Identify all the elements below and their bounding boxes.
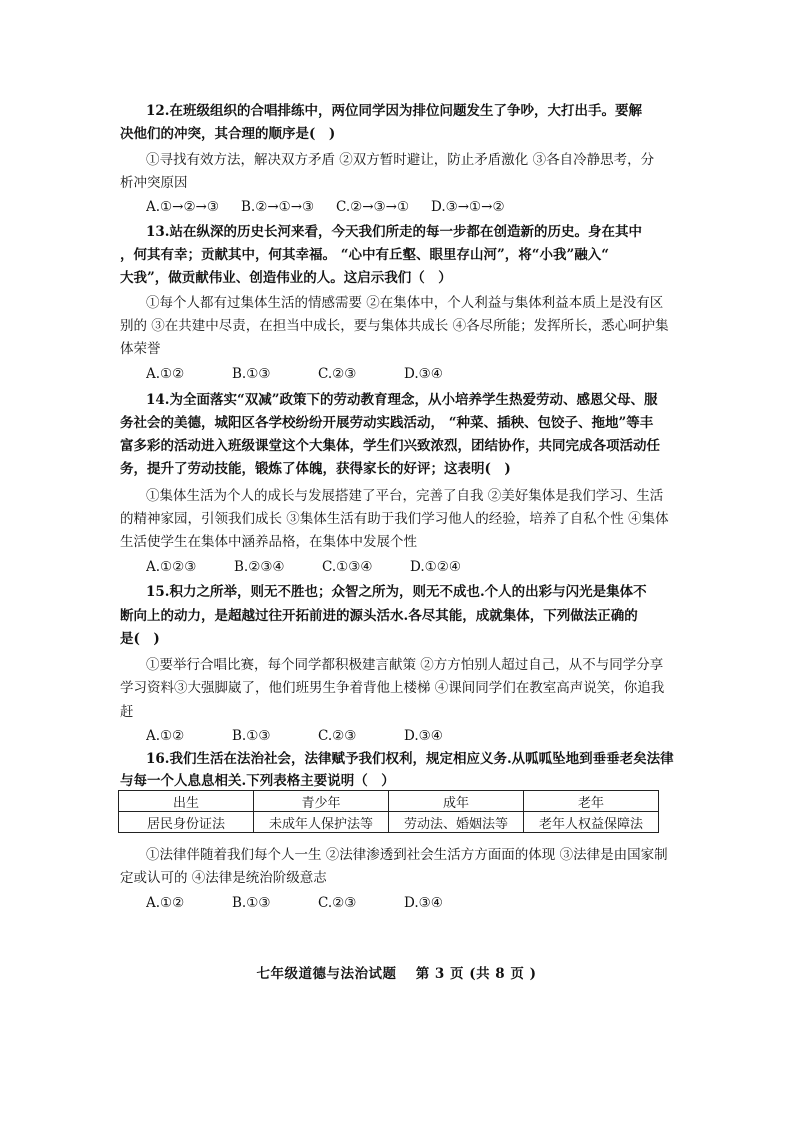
table-cell: 未成年人保护法等 [254,812,389,833]
q14-items-line-2: 的精神家园，引领我们成长 ③集体生活有助于我们学习他人的经验，培养了自私个性 ④集体 [120,511,669,527]
q16-stem-line-2: 与每一个人息息相关.下列表格主要说明（ ） [120,773,395,789]
q14-option-c: C.①③④ [322,559,373,575]
q16-items-line-1: ①法律伴随着我们每个人一生 ②法律渗透到社会生活方方面面的体现 ③法律是由国家制 [146,847,668,863]
q13-option-c: C.②③ [318,366,357,382]
q12-stem-line-1: 12.在班级组织的合唱排练中，两位同学因为排位问题发生了争吵，大打出手。要解 [146,103,642,119]
table-cell: 老年人权益保障法 [524,812,659,833]
q16-option-d: D.③④ [404,895,443,911]
q12-option-d: D.③→①→② [431,199,505,215]
q16-option-b: B.①③ [232,895,271,911]
q14-option-d: D.①②④ [410,559,461,575]
q14-stem-line-2: 务社会的美德，城阳区各学校纷纷开展劳动实践活动， “种菜、插秧、包饺子、拖地”等丰 [120,415,654,431]
q15-option-b: B.①③ [232,728,271,744]
q14-stem-line-1: 14.为全面落实“双减”政策下的劳动教育理念，从小培养学生热爱劳动、感恩父母、服 [146,392,658,408]
table-cell: 劳动法、婚姻法等 [389,812,524,833]
q14-options [146,557,680,577]
q12-option-c: C.②→③→① [336,199,410,215]
law-table [118,790,659,833]
q14-option-a: A.①②③ [146,559,197,575]
q12-option-a: A.①→②→③ [146,199,219,215]
q13-stem-line-3: 大我”，做贡献伟业、创造伟业的人。这启示我们（ ） [120,270,452,286]
q14-items-line-3: 生活使学生在集体中涵养品格，在集体中发展个性 [120,534,417,550]
q15-items-line-2: 学习资料③大强脚崴了，他们班男生争着背他上楼梯 ④课间同学们在教室高声说笑，你追我 [120,680,665,696]
q13-option-a: A.①② [146,366,185,382]
page-footer: 七年级道德与法治试题 第 3 页 (共 8 页 ) [256,966,537,982]
table-header-cell: 出生 [119,791,254,812]
q13-items-line-1: ①每个人都有过集体生活的情感需要 ②在集体中，个人利益与集体利益本质上是没有区 [146,295,664,311]
q15-option-a: A.①② [146,728,185,744]
q15-stem-line-1: 15.积力之所举，则无不胜也；众智之所为，则无不成也.个人的出彩与闪光是集体不 [146,584,647,600]
table-header-cell: 老年 [524,791,659,812]
law-table-row [119,812,659,833]
q14-option-b: B.②③④ [234,559,285,575]
q13-options [146,364,680,384]
q12-options [146,197,680,217]
q14-stem-line-4: 务，提升了劳动技能，锻炼了体魄，获得家长的好评；这表明( ) [120,461,511,477]
table-cell: 居民身份证法 [119,812,254,833]
q15-stem-line-2: 断向上的动力，是超越过往开拓前进的源头活水.各尽其能，成就集体，下列做法正确的 [120,608,638,624]
q13-items-line-3: 体荣誉 [120,341,161,357]
q13-option-d: D.③④ [404,366,443,382]
table-header-cell: 青少年 [254,791,389,812]
q16-stem-line-1: 16.我们生活在法治社会，法律赋予我们权利，规定相应义务.从呱呱坠地到垂垂老矣法律 [146,751,674,767]
q12-items-line-1: ①寻找有效方法，解决双方矛盾 ②双方暂时避让，防止矛盾激化 ③各自冷静思考，分 [146,152,655,168]
q16-option-c: C.②③ [318,895,357,911]
q13-stem-line-2: ，何其有幸；贡献其中，何其幸福。 “心中有丘壑、眼里存山河”，将“小我”融入“ [120,247,610,263]
q14-stem-line-3: 富多彩的活动进入班级课堂这个大集体，学生们兴致浓烈，团结协作，共同完成各项活动任 [120,438,660,454]
q12-option-b: B.②→①→③ [241,199,315,215]
q15-items-line-1: ①要举行合唱比赛，每个同学都积极建言献策 ②方方怕别人超过自己，从不与同学分享 [146,657,664,673]
q15-stem-line-3: 是( ) [120,631,160,647]
q16-items-line-2: 定或认可的 ④法律是统治阶级意志 [120,870,327,886]
q13-stem-line-1: 13.站在纵深的历史长河来看，今天我们所走的每一步都在创造新的历史。身在其中 [146,224,642,240]
q12-stem-line-2: 决他们的冲突，其合理的顺序是( ) [120,126,336,142]
q13-items-line-2: 别的 ③在共建中尽责，在担当中成长，要与集体共成长 ④各尽所能；发挥所长，悉心呵护集 [120,318,669,334]
q16-options [146,893,680,913]
q14-items-line-1: ①集体生活为个人的成长与发展搭建了平台，完善了自我 ②美好集体是我们学习、生活 [146,488,664,504]
q15-option-d: D.③④ [404,728,443,744]
q16-option-a: A.①② [146,895,185,911]
q12-items-line-2: 析冲突原因 [120,175,188,191]
q15-option-c: C.②③ [318,728,357,744]
law-table-header-row [119,791,659,812]
q15-items-line-3: 赶 [120,704,134,720]
q13-option-b: B.①③ [232,366,271,382]
table-header-cell: 成年 [389,791,524,812]
q15-options [146,726,680,746]
